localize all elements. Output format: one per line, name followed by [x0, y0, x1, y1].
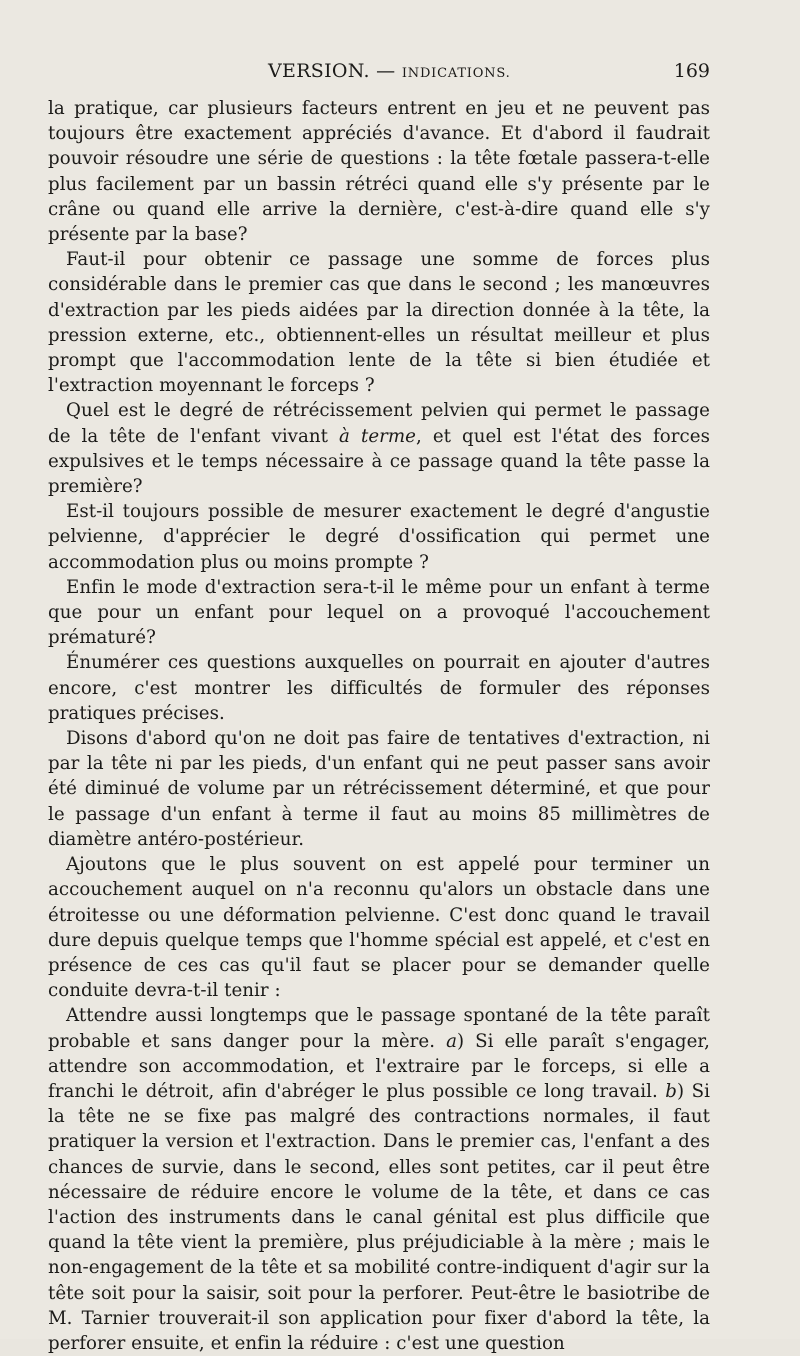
running-title	[268, 60, 511, 82]
paragraph-9-emphasis-b: b	[665, 1080, 677, 1102]
paragraph-1: la pratique, car plusieurs facteurs entrent en jeu et ne peuvent pas toujours être exactement appréciés d'avance. Et d'abord il faudrait pouvoir résoudre une série de questions : la tête fœtale passera-t-elle plus facilement par un bassin rétréci quand elle s'y présente par le crâne ou quand elle arrive la dernière, c'est-à-dire quand elle s'y présente par la base?	[48, 98, 710, 246]
paragraph-9	[48, 1003, 710, 1356]
paragraph-9-emphasis-a: a	[446, 1030, 457, 1052]
paragraph-8: Ajoutons que le plus souvent on est appelé pour terminer un accouchement auquel on n'a reconnu qu'alors un obstacle dans une étroitesse ou une déformation pelvienne. C'est donc quand le travail dure depuis quelque temps que l'homme spécial est appelé, et c'est en présence de ces cas qu'il faut se placer pour se demander quelle conduite devra-t-il tenir :	[48, 854, 710, 1002]
paragraph-6: Énumérer ces questions auxquelles on pourrait en ajouter d'autres encore, c'est montrer les difficultés de formuler des réponses pratiques précises.	[48, 652, 710, 724]
running-title-sub: INDICATIONS.	[401, 66, 511, 81]
paragraph-7: Disons d'abord qu'on ne doit pas faire de tentatives d'extraction, ni par la tête ni par les pieds, d'un enfant qui ne peut passer sans avoir été diminué de volume par un rétrécissement déterminé, et que pour le passage d'un enfant à terme il faut au moins 85 millimètres de diamètre antéro-postérieur.	[48, 728, 710, 850]
paragraph-3-emphasis: à terme	[339, 425, 416, 447]
paragraph-9-part-3: ) Si la tête ne se fixe pas malgré des contractions normales, il faut pratiquer la version et l'extraction. Dans le premier cas, l'enfant a des chances de survie, dans le second, elles sont petites, car il peut être nécessaire de réduire encore le volume de la tête, et dans ce cas l'action des instruments dans le canal génital est plus difficile que quand la tête vient la première, plus préjudiciable à la mère ; mais le non-engagement de la tête et sa mobilité contre-indiquent d'agir sur la tête soit pour la saisir, soit pour la perforer. Peut-être le basiotribe de M. Tarnier trouverait-il son application pour fixer d'abord la tête, la perforer ensuite, et enfin la réduire : c'est une question	[48, 1080, 710, 1354]
paragraph-2: Faut-il pour obtenir ce passage une somme de forces plus considérable dans le premier cas que dans le second ; les manœuvres d'extraction par les pieds aidées par la direction donnée à la tête, la pression externe, etc., obtiennent-elles un résultat meilleur et plus prompt que l'accommodation lente de la tête si bien étudiée et l'extraction moyennant le forceps ?	[48, 249, 710, 397]
running-title-main: VERSION. —	[268, 60, 402, 82]
paragraph-3	[48, 398, 710, 499]
page-number: 169	[673, 60, 710, 82]
paragraph-4: Est-il toujours possible de mesurer exactement le degré d'angustie pelvienne, d'apprécier le degré d'ossification qui permet une accommodation plus ou moins prompte ?	[48, 501, 710, 573]
paragraph-5: Enfin le mode d'extraction sera-t-il le même pour un enfant à terme que pour un enfant pour lequel on a provoqué l'accouchement prématuré?	[48, 576, 710, 649]
paragraph-3-part-1: Quel est le degré de rétrécissement pelvien qui permet le passage de la tête de l'enfant vivant	[48, 400, 710, 447]
running-header	[48, 60, 710, 90]
body-text	[48, 96, 710, 1356]
paragraph-9-part-1: Attendre aussi longtemps que le passage spontané de la tête paraît probable et sans danger pour la mère.	[48, 1005, 710, 1052]
paragraph-9-part-2: ) Si elle paraît s'engager, attendre son accommodation, et l'extraire par le forceps, si elle a franchi le détroit, afin d'abréger le plus possible ce long travail.	[48, 1030, 710, 1102]
paragraph-3-part-2: , et quel est l'état des forces expulsives et le temps nécessaire à ce passage quand la tête passe la première?	[48, 425, 710, 498]
